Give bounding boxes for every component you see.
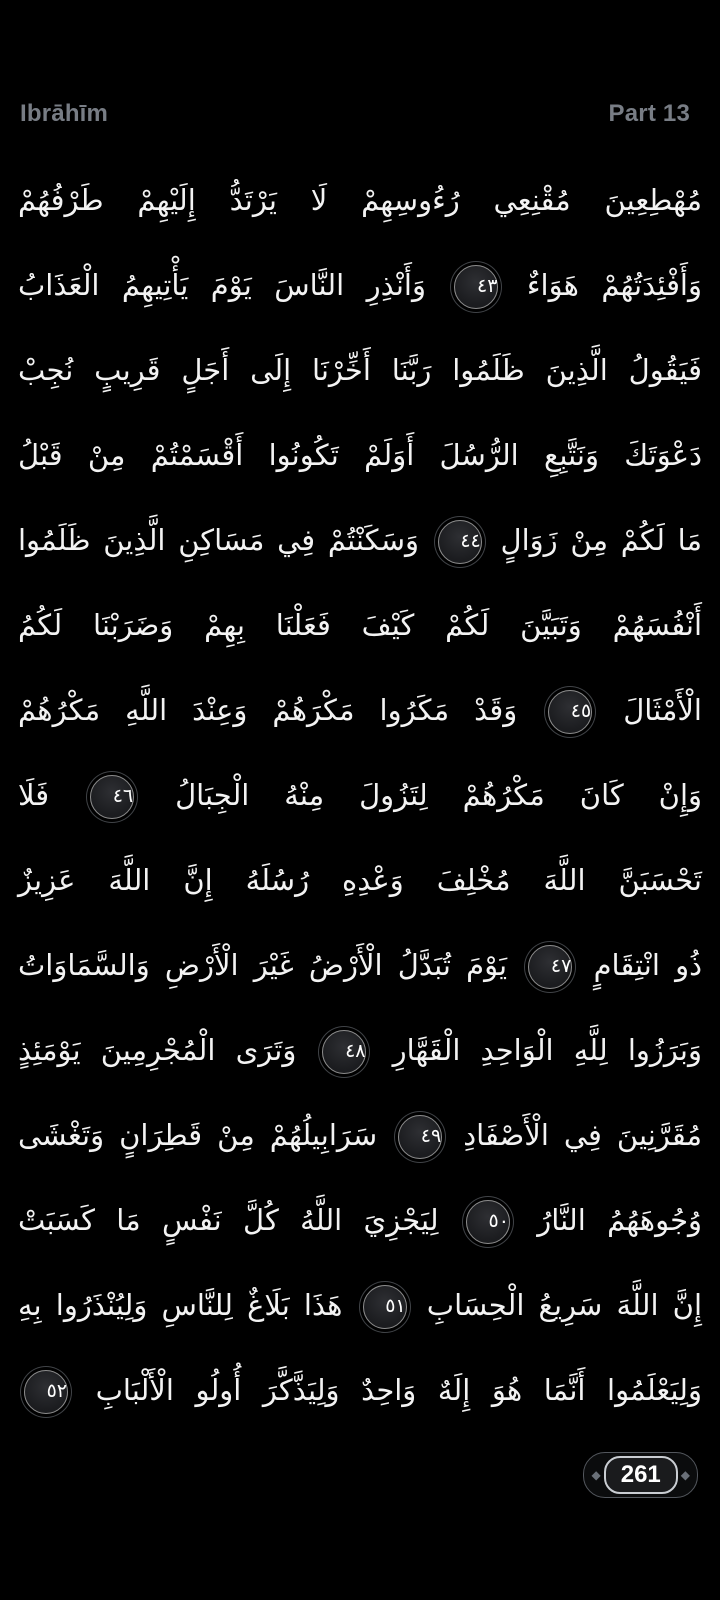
- verse-marker: ٤٥: [548, 690, 592, 734]
- ayah-text: هَذَا بَلَاغٌ لِلنَّاسِ وَلِيُنْذَرُوا بِهِ: [18, 1288, 343, 1322]
- ayah-text: وَسَكَنْتُمْ فِي مَسَاكِنِ الَّذِينَ ظَلَمُوا: [18, 523, 420, 557]
- page-number-badge: [583, 1452, 698, 1498]
- diamond-ornament-icon: ◆: [591, 1468, 601, 1482]
- mushaf-line[interactable]: [18, 413, 702, 498]
- mushaf-line[interactable]: [18, 158, 702, 243]
- mushaf-page[interactable]: [18, 158, 702, 1433]
- ayah-text: وَتَرَى الْمُجْرِمِينَ يَوْمَئِذٍ: [18, 1033, 297, 1067]
- ayah-text: فَيَقُولُ الَّذِينَ ظَلَمُوا رَبَّنَا أَخِّرْنَا إِلَى أَجَلٍ قَرِيبٍ نُجِبْ: [18, 353, 702, 387]
- verse-marker: ٤٨: [322, 1030, 366, 1074]
- mushaf-line[interactable]: [18, 243, 702, 328]
- ayah-text: لِيَجْزِيَ اللَّهُ كُلَّ نَفْسٍ مَا كَسَبَتْ: [18, 1203, 439, 1237]
- verse-marker: ٤٧: [528, 945, 572, 989]
- verse-marker: ٥٢: [24, 1370, 68, 1414]
- mushaf-line[interactable]: [18, 1263, 702, 1348]
- ayah-text: وَبَرَزُوا لِلَّهِ الْوَاحِدِ الْقَهَّارِ: [392, 1033, 703, 1067]
- mushaf-line[interactable]: [18, 583, 702, 668]
- ayah-text: وَقَدْ مَكَرُوا مَكْرَهُمْ وَعِنْدَ اللَّهِ مَكْرُهُمْ: [18, 693, 518, 727]
- diamond-ornament-icon: ◆: [680, 1468, 690, 1482]
- ayah-text: وَإِنْ كَانَ مَكْرُهُمْ لِتَزُولَ مِنْهُ الْجِبَالُ: [175, 778, 703, 812]
- mushaf-line[interactable]: [18, 1093, 702, 1178]
- ayah-text: أَنْفُسَهُمْ وَتَبَيَّنَ لَكُمْ كَيْفَ فَعَلْنَا بِهِمْ وَضَرَبْنَا لَكُمُ: [18, 608, 702, 642]
- mushaf-line[interactable]: [18, 328, 702, 413]
- ayah-text: وُجُوهَهُمُ النَّارُ: [537, 1203, 703, 1237]
- ayah-text: مَا لَكُمْ مِنْ زَوَالٍ: [500, 523, 703, 557]
- ayah-text: وَأَنْذِرِ النَّاسَ يَوْمَ يَأْتِيهِمُ الْعَذَابُ: [18, 268, 426, 302]
- verse-marker: ٤٦: [90, 775, 134, 819]
- ayah-text: يَوْمَ تُبَدَّلُ الْأَرْضُ غَيْرَ الْأَرْضِ وَالسَّمَاوَاتُ: [18, 948, 508, 982]
- page-header: [20, 100, 690, 128]
- mushaf-line[interactable]: [18, 923, 702, 1008]
- verse-marker: ٥٠: [466, 1200, 510, 1244]
- mushaf-line[interactable]: [18, 498, 702, 583]
- ayah-text: وَأَفْئِدَتُهُمْ هَوَاءٌ: [526, 268, 702, 302]
- ayah-text: دَعْوَتَكَ وَنَتَّبِعِ الرُّسُلَ أَوَلَمْ تَكُونُوا أَقْسَمْتُمْ مِنْ قَبْلُ: [18, 438, 702, 472]
- ayah-text: فَلَا: [18, 778, 50, 812]
- verse-marker: ٥١: [363, 1285, 407, 1329]
- surah-name: Ibrāhīm: [20, 100, 109, 127]
- ayah-text: مُقَرَّنِينَ فِي الْأَصْفَادِ: [463, 1118, 703, 1152]
- mushaf-line[interactable]: [18, 753, 702, 838]
- mushaf-line[interactable]: [18, 1178, 702, 1263]
- ayah-text: مُهْطِعِينَ مُقْنِعِي رُءُوسِهِمْ لَا يَرْتَدُّ إِلَيْهِمْ طَرْفُهُمْ: [18, 183, 702, 217]
- ayah-text: إِنَّ اللَّهَ سَرِيعُ الْحِسَابِ: [426, 1288, 702, 1322]
- verse-marker: ٤٩: [398, 1115, 442, 1159]
- mushaf-line[interactable]: [18, 1008, 702, 1093]
- ayah-text: سَرَابِيلُهُمْ مِنْ قَطِرَانٍ وَتَغْشَى: [18, 1118, 378, 1152]
- ayah-text: تَحْسَبَنَّ اللَّهَ مُخْلِفَ وَعْدِهِ رُسُلَهُ إِنَّ اللَّهَ عَزِيزٌ: [18, 863, 702, 897]
- juz-label: Part 13: [608, 100, 690, 127]
- verse-marker: ٤٤: [438, 520, 482, 564]
- ayah-text: الْأَمْثَالَ: [623, 693, 702, 727]
- mushaf-line[interactable]: [18, 1348, 702, 1433]
- page-number: 261: [604, 1456, 678, 1494]
- verse-marker: ٤٣: [454, 265, 498, 309]
- ayah-text: وَلِيَعْلَمُوا أَنَّمَا هُوَ إِلَهٌ وَاحِدٌ وَلِيَذَّكَّرَ أُولُو الْأَلْبَابِ: [95, 1373, 703, 1407]
- mushaf-line[interactable]: [18, 838, 702, 923]
- ayah-text: ذُو انْتِقَامٍ: [593, 948, 703, 982]
- mushaf-line[interactable]: [18, 668, 702, 753]
